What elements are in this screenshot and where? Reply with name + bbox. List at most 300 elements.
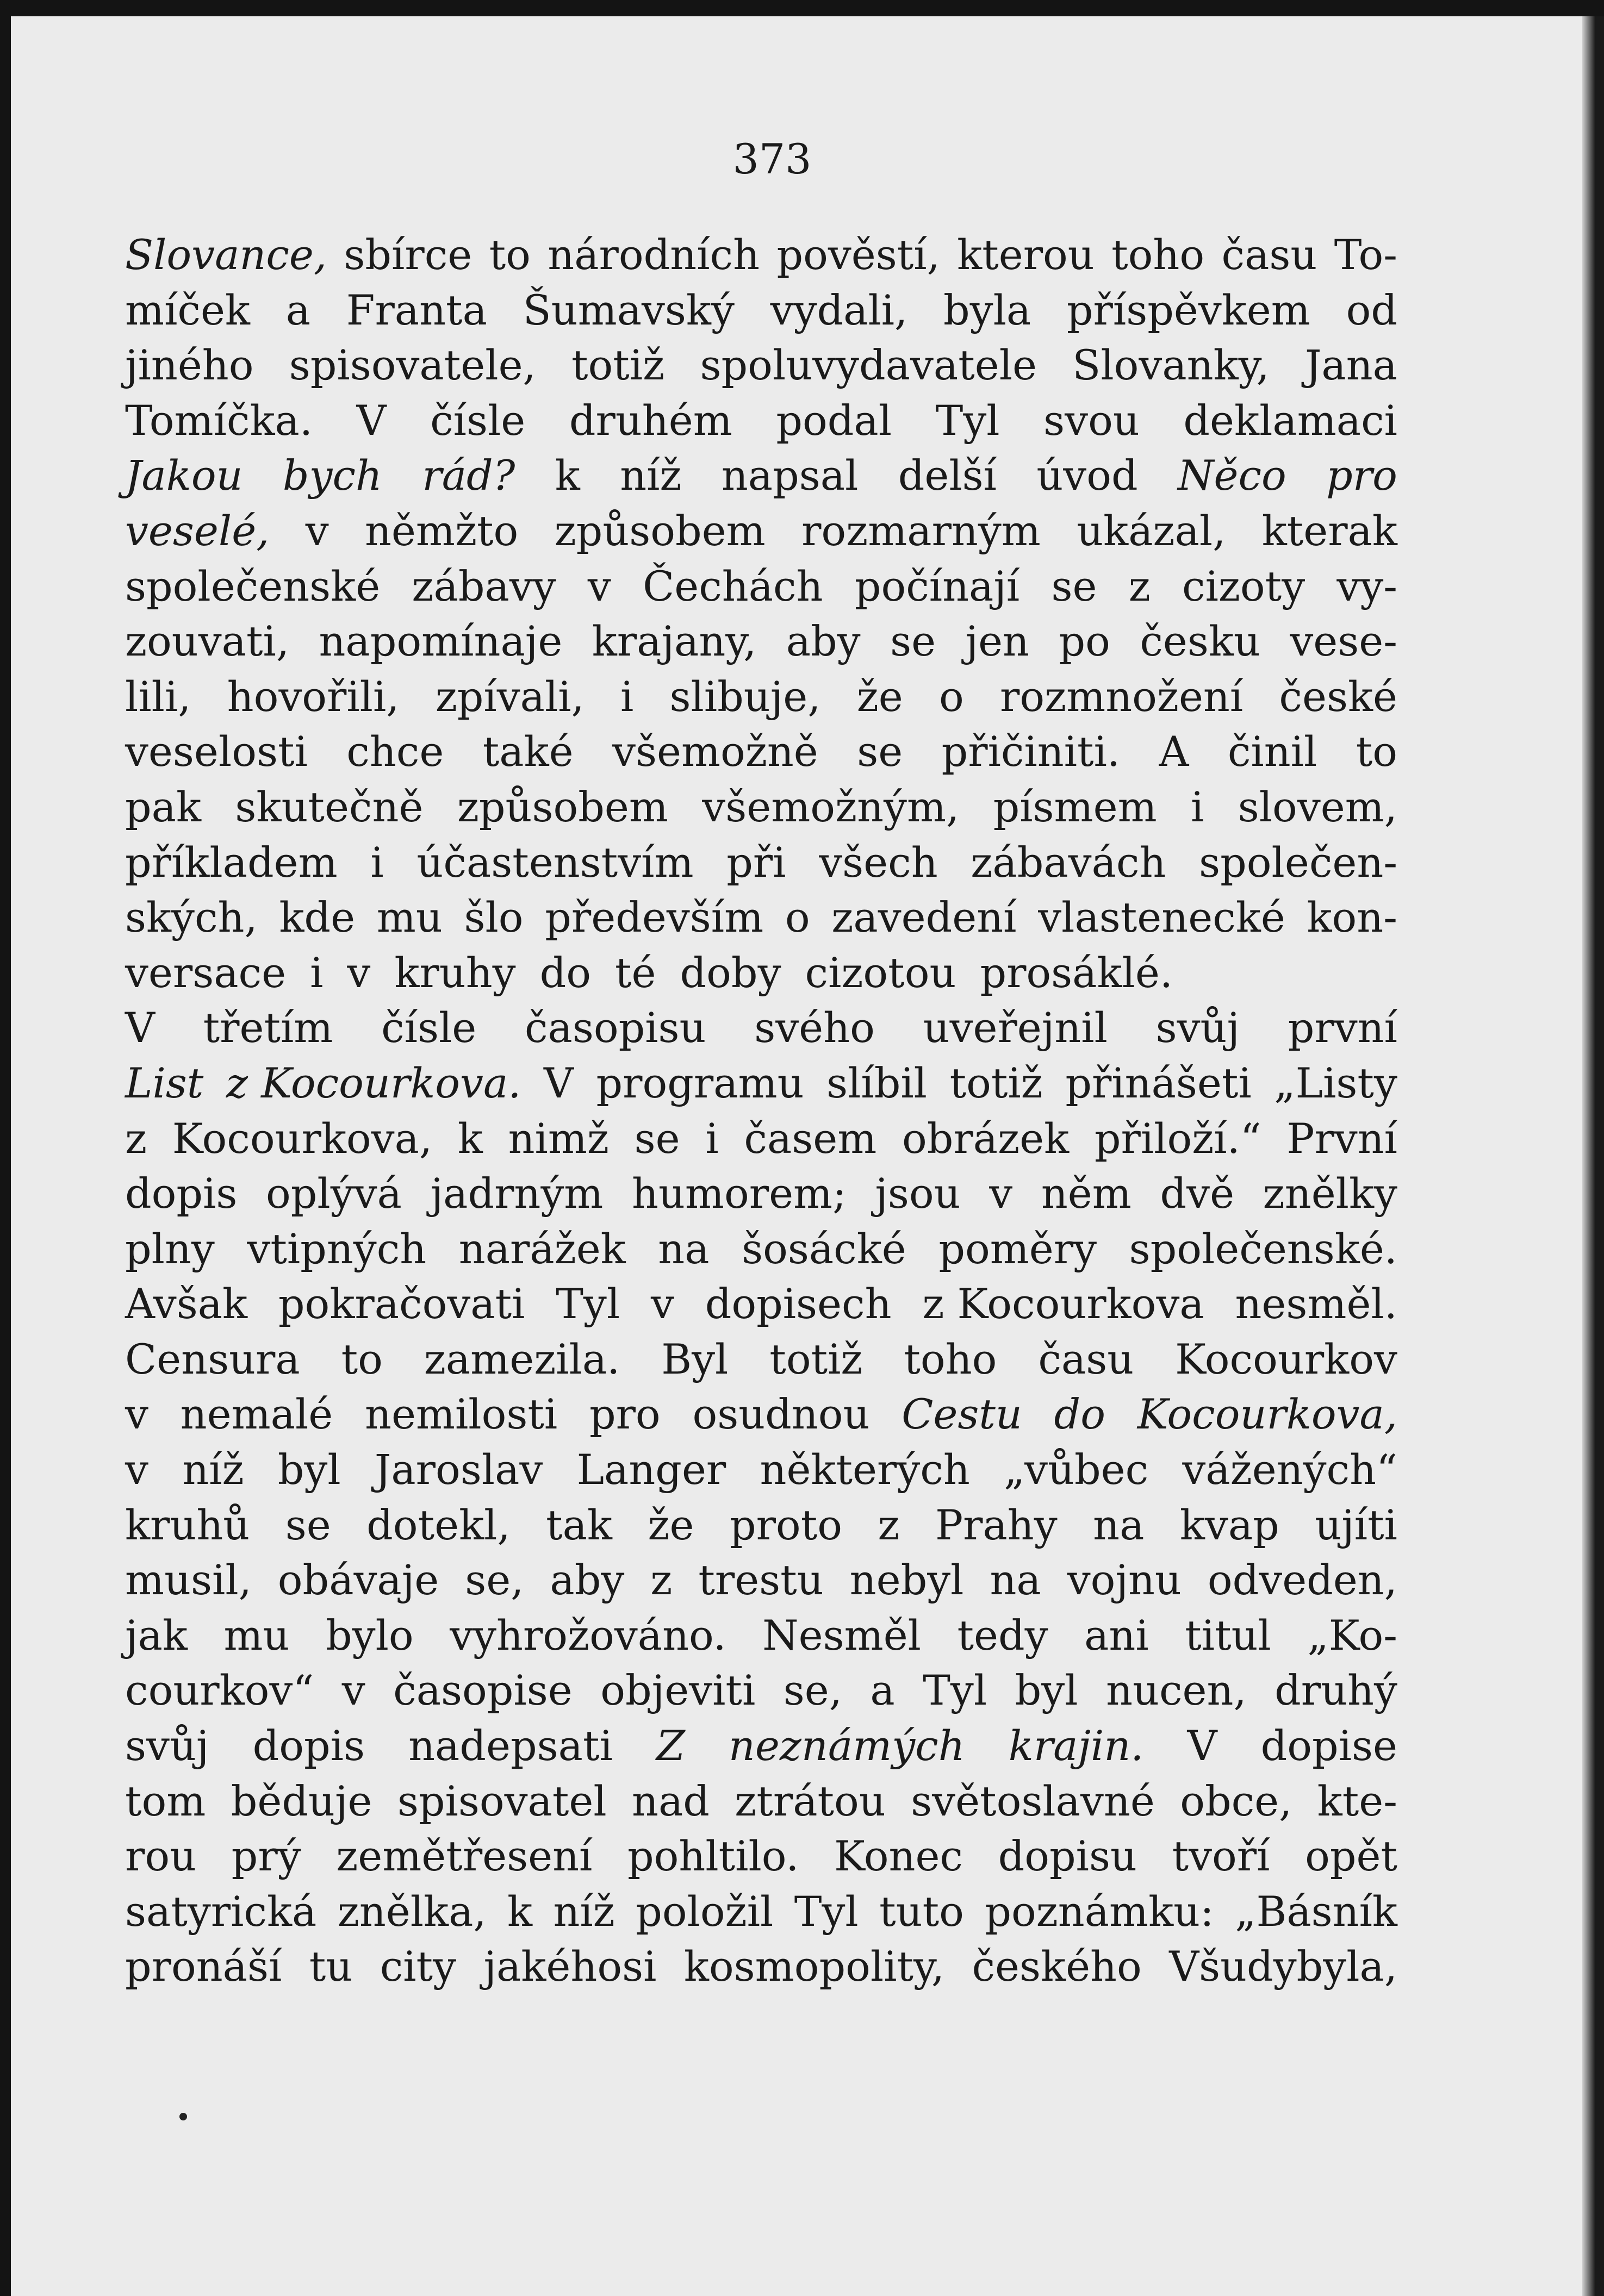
text-line xyxy=(125,1221,1397,1277)
word: způsobem xyxy=(457,782,668,831)
word: dopis xyxy=(125,1169,238,1218)
word: míček xyxy=(125,285,250,334)
word: se xyxy=(1051,561,1097,610)
word: k xyxy=(507,1887,533,1936)
text-line xyxy=(125,779,1397,835)
word: se xyxy=(890,617,936,666)
word: bylo xyxy=(325,1611,414,1659)
word: jen xyxy=(965,617,1030,666)
word: jakéhosi xyxy=(483,1942,657,1991)
word: zábavách xyxy=(971,838,1166,887)
word: počínají xyxy=(854,561,1020,610)
page-number: 373 xyxy=(732,135,812,183)
text-line xyxy=(125,1829,1397,1884)
text-line xyxy=(125,1387,1397,1442)
word: to xyxy=(489,230,531,279)
word: svůj xyxy=(125,1721,209,1770)
word: té xyxy=(614,948,656,997)
word: totiž xyxy=(571,341,665,390)
text-line xyxy=(125,835,1397,890)
word: jadrným xyxy=(430,1169,604,1218)
word: nucen, xyxy=(1106,1666,1247,1715)
word: cizoty xyxy=(1182,561,1305,610)
word: Tyl xyxy=(794,1887,859,1936)
word: poznámku: xyxy=(985,1887,1214,1936)
word: pro xyxy=(589,1390,661,1439)
word: z Kocourkova. xyxy=(226,1058,521,1107)
word: Kocourkova, xyxy=(172,1114,433,1163)
word: trestu xyxy=(698,1556,824,1605)
word: proto xyxy=(729,1500,842,1549)
word: účastenstvím xyxy=(416,838,694,887)
word: kruhů xyxy=(125,1500,250,1549)
text-line xyxy=(125,338,1397,393)
word: národních xyxy=(548,230,760,279)
word: První xyxy=(1286,1114,1397,1163)
word: Z xyxy=(656,1721,685,1770)
text-line xyxy=(125,1442,1397,1498)
word: musil, xyxy=(125,1556,252,1605)
word: na xyxy=(1093,1500,1145,1549)
word: všech xyxy=(819,838,938,887)
word: slovem, xyxy=(1238,782,1397,831)
text-line xyxy=(125,393,1397,448)
word: úvod xyxy=(1036,451,1138,500)
word: do xyxy=(539,948,591,997)
word: při xyxy=(726,838,786,887)
word: dopise xyxy=(1260,1721,1397,1770)
word: courkov“ xyxy=(125,1666,314,1715)
word: vojnu xyxy=(1067,1556,1182,1605)
word: slíbil xyxy=(826,1058,927,1107)
text-line xyxy=(125,669,1397,725)
word: Šumavský xyxy=(523,285,735,334)
word: Cestu xyxy=(902,1390,1022,1439)
word: obrázek xyxy=(902,1114,1070,1163)
word: osudnou xyxy=(692,1390,870,1439)
word: němžto xyxy=(364,506,519,555)
word: krajany, xyxy=(592,617,757,666)
word: příkladem xyxy=(125,838,338,887)
word: vydali, xyxy=(770,285,908,334)
word: třetím xyxy=(203,1003,333,1052)
word: způsobem xyxy=(554,506,766,555)
word: prý xyxy=(231,1832,301,1881)
word: nadepsati xyxy=(408,1721,613,1770)
word: doby xyxy=(680,948,781,997)
word: lili, xyxy=(125,672,191,721)
word: času xyxy=(1221,230,1317,279)
word: titul xyxy=(1185,1611,1271,1659)
word: i xyxy=(370,838,384,887)
text-line xyxy=(125,227,1397,283)
word: tu xyxy=(309,1942,353,1991)
word: v xyxy=(125,1390,148,1439)
word: V xyxy=(356,396,387,445)
word: dotekl, xyxy=(366,1500,511,1549)
word: rád? xyxy=(422,451,515,500)
word: z xyxy=(1128,561,1151,610)
word: v xyxy=(341,1666,365,1715)
text-line xyxy=(125,1498,1397,1553)
word: níž xyxy=(553,1887,615,1936)
word: a xyxy=(870,1666,895,1715)
word: programu xyxy=(596,1058,804,1107)
word: totiž xyxy=(949,1058,1043,1107)
word: po xyxy=(1059,617,1110,666)
word: všemožným, xyxy=(702,782,960,831)
word: Tyl xyxy=(556,1280,620,1328)
word: Avšak xyxy=(125,1280,248,1328)
word: v xyxy=(989,1169,1013,1218)
word: položil xyxy=(636,1887,774,1936)
word: svého xyxy=(754,1003,875,1052)
text-line xyxy=(125,1718,1397,1774)
word: vyhrožováno. xyxy=(450,1611,726,1659)
word: od xyxy=(1346,285,1397,334)
word: do xyxy=(1054,1390,1105,1439)
word: ujíti xyxy=(1315,1500,1397,1549)
word: prosáklé. xyxy=(980,948,1173,997)
word: činil xyxy=(1227,727,1317,776)
text-line xyxy=(125,614,1397,669)
word: z xyxy=(125,1114,147,1163)
word: aby xyxy=(786,617,861,666)
word: čísle xyxy=(381,1003,477,1052)
word: Langer xyxy=(576,1445,726,1494)
word: českého xyxy=(972,1942,1142,1991)
word: z xyxy=(650,1556,673,1605)
word: cizotou xyxy=(805,948,956,997)
word: o xyxy=(785,893,810,942)
text-line xyxy=(125,1332,1397,1387)
word: ukázal, xyxy=(1077,506,1226,555)
word: ztrátou xyxy=(735,1776,886,1825)
word: narážek xyxy=(458,1224,626,1273)
text-line xyxy=(125,1111,1397,1166)
word: versace xyxy=(125,948,287,997)
text-line xyxy=(125,503,1397,559)
word: sbírce xyxy=(344,230,473,279)
word: že xyxy=(856,672,903,721)
word: Jakou xyxy=(125,451,243,500)
text-line xyxy=(125,890,1397,945)
text-line xyxy=(125,448,1397,503)
word: v xyxy=(125,1445,148,1494)
word: času xyxy=(1038,1334,1134,1383)
word: vtipných xyxy=(247,1224,427,1273)
word: společenské. xyxy=(1129,1224,1397,1273)
word: nimž xyxy=(508,1114,609,1163)
word: zamezila. xyxy=(424,1334,620,1383)
word: přinášeti xyxy=(1065,1058,1252,1107)
word: To- xyxy=(1334,230,1397,279)
word: i xyxy=(705,1114,719,1163)
word: pokračovati xyxy=(278,1280,525,1328)
word: satyrická xyxy=(125,1887,317,1936)
word: vlastenecké xyxy=(1038,893,1285,942)
word: tak xyxy=(546,1500,612,1549)
text-line xyxy=(125,1884,1397,1939)
word: rou xyxy=(125,1832,197,1881)
word: šlo xyxy=(464,893,524,942)
word: společen- xyxy=(1199,838,1397,887)
word: ských, xyxy=(125,893,258,942)
word: dopisech xyxy=(705,1280,892,1328)
word: kon- xyxy=(1307,893,1397,942)
page-edge-shadow xyxy=(1582,16,1604,2296)
word: obce, xyxy=(1180,1776,1292,1825)
word: spisovatel xyxy=(397,1776,607,1825)
word: nebyl xyxy=(849,1556,964,1605)
word: Franta xyxy=(346,285,487,334)
word: Slovanky, xyxy=(1072,341,1270,390)
word: zavedení xyxy=(831,893,1017,942)
word: bych xyxy=(282,451,383,500)
word: některých xyxy=(760,1445,970,1494)
word: v xyxy=(305,506,329,555)
ink-speck xyxy=(179,2113,187,2120)
word: dopisu xyxy=(998,1832,1137,1881)
word: mu xyxy=(223,1611,290,1659)
word: krajin. xyxy=(1008,1721,1144,1770)
word: znělka, xyxy=(337,1887,487,1936)
word: Konec xyxy=(834,1832,963,1881)
word: Byl xyxy=(661,1334,729,1383)
word: A xyxy=(1159,727,1189,776)
word: mu xyxy=(376,893,443,942)
word: níž xyxy=(620,451,682,500)
word: na xyxy=(990,1556,1041,1605)
word: slibuje, xyxy=(669,672,821,721)
word: Prahy xyxy=(935,1500,1058,1549)
word: kvap xyxy=(1179,1500,1279,1549)
word: na xyxy=(658,1224,710,1273)
word: veselosti xyxy=(125,727,308,776)
word: z Kocourkova xyxy=(922,1280,1204,1328)
word: přiloží.“ xyxy=(1094,1114,1261,1163)
text-line xyxy=(125,1056,1397,1111)
word: deklamaci xyxy=(1183,396,1397,445)
word: „vůbec xyxy=(1004,1445,1149,1494)
word: spoluvydavatele xyxy=(700,341,1037,390)
word: že xyxy=(648,1500,694,1549)
word: tom xyxy=(125,1776,206,1825)
word: svou xyxy=(1043,396,1140,445)
word: a xyxy=(285,285,310,334)
word: Jana xyxy=(1304,341,1397,390)
word: humorem; xyxy=(632,1169,847,1218)
word: podal xyxy=(776,396,892,445)
word: oplývá xyxy=(266,1169,402,1218)
word: totiž xyxy=(769,1334,863,1383)
word: časem xyxy=(744,1114,877,1163)
word: se, xyxy=(465,1556,524,1605)
word: v xyxy=(347,948,371,997)
word: „Listy xyxy=(1274,1058,1397,1107)
word: veselé, xyxy=(125,506,270,555)
word: zouvati, xyxy=(125,617,289,666)
word: zemětřesení xyxy=(336,1832,593,1881)
word: „Básník xyxy=(1235,1887,1397,1936)
word: Všudybyla, xyxy=(1169,1942,1397,1991)
word: druhý xyxy=(1275,1666,1397,1715)
word: to xyxy=(341,1334,383,1383)
word: byl xyxy=(1015,1666,1078,1715)
text-line xyxy=(125,724,1397,779)
word: V xyxy=(544,1058,574,1107)
text-line xyxy=(125,1166,1397,1221)
word: zpívali, xyxy=(435,672,585,721)
word: také xyxy=(482,727,574,776)
word: delší xyxy=(898,451,997,500)
word: poměry xyxy=(938,1224,1097,1273)
word: všemožně xyxy=(612,727,818,776)
word: zábavy xyxy=(412,561,556,610)
word: i xyxy=(620,672,634,721)
word: pohltilo. xyxy=(627,1832,799,1881)
word: jak xyxy=(125,1611,188,1659)
text-line xyxy=(125,1663,1397,1718)
word: ani xyxy=(1084,1611,1149,1659)
word: kruhy xyxy=(394,948,516,997)
word: druhém xyxy=(569,396,732,445)
word: tvoří xyxy=(1172,1832,1270,1881)
text-line xyxy=(125,1939,1397,1994)
word: k xyxy=(457,1114,483,1163)
word: hovořili, xyxy=(227,672,400,721)
word: Tyl xyxy=(935,396,1000,445)
word: opět xyxy=(1305,1832,1397,1881)
text-line xyxy=(125,1774,1397,1829)
word: v xyxy=(587,561,611,610)
word: Čechách xyxy=(643,561,823,610)
word: časopisu xyxy=(524,1003,706,1052)
word: toho xyxy=(904,1334,997,1383)
word: především xyxy=(545,893,764,942)
body-text xyxy=(125,227,1397,1994)
word: se xyxy=(857,727,903,776)
word: List xyxy=(125,1058,204,1107)
word: uveřejnil xyxy=(923,1003,1108,1052)
word: kterak xyxy=(1261,506,1397,555)
word: v xyxy=(650,1280,674,1328)
word: vese- xyxy=(1290,617,1397,666)
word: se xyxy=(285,1500,331,1549)
word: níž xyxy=(182,1445,244,1494)
word: přičiniti. xyxy=(941,727,1121,776)
word: vy- xyxy=(1336,561,1397,610)
word: byla xyxy=(943,285,1031,334)
word: pak xyxy=(125,782,202,831)
word: aby xyxy=(550,1556,625,1605)
word: jsou xyxy=(875,1169,961,1218)
word: tedy xyxy=(957,1611,1048,1659)
word: spisovatele, xyxy=(289,341,536,390)
word: skutečně xyxy=(235,782,424,831)
word: první xyxy=(1288,1003,1397,1052)
word: kte- xyxy=(1317,1776,1397,1825)
word: i xyxy=(1191,782,1204,831)
word: Censura xyxy=(125,1334,300,1383)
word: časopise xyxy=(393,1666,573,1715)
word: znělky xyxy=(1263,1169,1397,1218)
word: čísle xyxy=(430,396,526,445)
word: plny xyxy=(125,1224,215,1273)
word: chce xyxy=(346,727,444,776)
word: Tyl xyxy=(923,1666,987,1715)
word: neznámých xyxy=(728,1721,965,1770)
word: společenské xyxy=(125,561,381,610)
text-line xyxy=(125,1552,1397,1608)
word: to xyxy=(1356,727,1397,776)
word: byl xyxy=(277,1445,341,1494)
word: písmem xyxy=(993,782,1157,831)
word: V xyxy=(1187,1721,1217,1770)
word: pověstí, xyxy=(776,230,940,279)
word: Něco xyxy=(1178,451,1286,500)
word: nesměl. xyxy=(1235,1280,1397,1328)
word: se xyxy=(634,1114,680,1163)
word: nemalé xyxy=(180,1390,333,1439)
word: objeviti xyxy=(600,1666,756,1715)
word: české xyxy=(1279,672,1397,721)
word: tuto xyxy=(879,1887,964,1936)
word: Kocourkov xyxy=(1175,1334,1397,1383)
text-line xyxy=(125,945,1397,1001)
word: city xyxy=(380,1942,457,1991)
word: napsal xyxy=(721,451,859,500)
word: něm xyxy=(1041,1169,1131,1218)
word: česku xyxy=(1140,617,1260,666)
word: kosmopolity, xyxy=(683,1942,945,1991)
word: odveden, xyxy=(1207,1556,1397,1605)
word: se, xyxy=(783,1666,842,1715)
word: rozmnožení xyxy=(1000,672,1244,721)
word: o xyxy=(938,672,964,721)
word: dopis xyxy=(252,1721,365,1770)
text-line xyxy=(125,1276,1397,1332)
word: pro xyxy=(1326,451,1397,500)
word: i xyxy=(310,948,324,997)
word: toho xyxy=(1111,230,1205,279)
word: „Ko- xyxy=(1307,1611,1397,1659)
text-line xyxy=(125,559,1397,614)
word: V xyxy=(125,1003,155,1052)
word: dvě xyxy=(1160,1169,1235,1218)
word: Tomíčka. xyxy=(125,396,313,445)
word: běduje xyxy=(231,1776,372,1825)
text-line xyxy=(125,1000,1397,1056)
word: nemilosti xyxy=(365,1390,558,1439)
word: nad xyxy=(632,1776,710,1825)
word: svůj xyxy=(1155,1003,1240,1052)
text-line xyxy=(125,283,1397,338)
word: příspěvkem xyxy=(1066,285,1310,334)
word: obávaje xyxy=(277,1556,439,1605)
word: Slovance, xyxy=(125,230,327,279)
word: světoslavné xyxy=(911,1776,1155,1825)
word: kde xyxy=(279,893,356,942)
word: jiného xyxy=(125,341,254,390)
word: rozmarným xyxy=(801,506,1041,555)
word: Nesměl xyxy=(762,1611,921,1659)
word: vážených“ xyxy=(1182,1445,1397,1494)
word: Jaroslav xyxy=(374,1445,543,1494)
word: k xyxy=(555,451,580,500)
word: z xyxy=(878,1500,900,1549)
word: šosácké xyxy=(742,1224,906,1273)
